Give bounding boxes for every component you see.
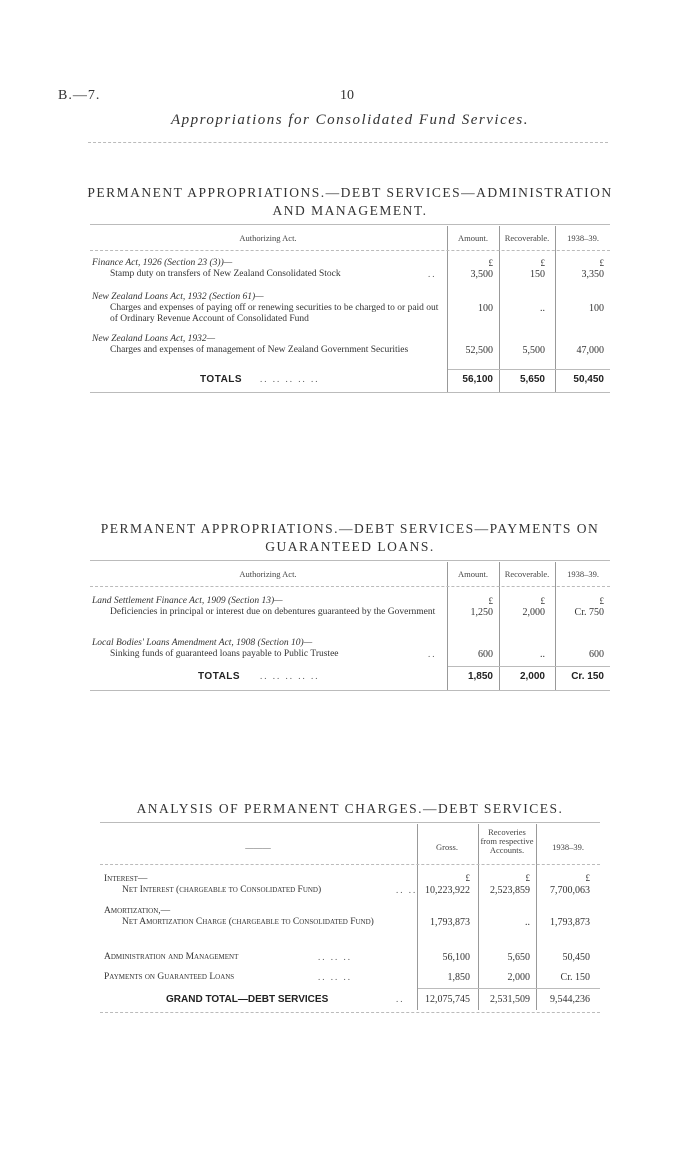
section1-col-recoverable: Recoverable. — [504, 233, 550, 243]
section1-currency: £ — [540, 258, 545, 268]
section2-totals-rule — [448, 666, 610, 667]
table-row-recoverable: 150 — [530, 269, 545, 280]
table-row-amount: 600 — [478, 649, 493, 660]
analysis-row-gross: 10,223,922 — [425, 885, 470, 896]
table-row-amount: 100 — [478, 303, 493, 314]
leader-dots: .. — [428, 269, 437, 279]
running-title: Appropriations for Consolidated Fund Services. — [170, 112, 529, 128]
table-row-act: Finance Act, 1926 (Section 23 (3))— — [92, 258, 233, 268]
grand-total-gross: 12,075,745 — [425, 994, 470, 1005]
section2-col-act: Authorizing Act. — [239, 569, 297, 579]
table-row-net: 47,000 — [576, 345, 604, 356]
section1-totals-rule — [448, 369, 610, 370]
section3-table-bottom-rule — [100, 1012, 600, 1013]
grand-total-label: GRAND TOTAL—DEBT SERVICES — [166, 994, 329, 1005]
leader-dots: .. .. .. .. .. — [260, 671, 320, 681]
table-row-net: 600 — [589, 649, 604, 660]
section3-currency: £ — [525, 873, 530, 883]
grand-total-recoveries: 2,531,509 — [490, 994, 530, 1005]
section2-title-line1: PERMANENT APPROPRIATIONS.—DEBT SERVICES—PAYMENTS ON — [100, 521, 600, 536]
section2-col-recoverable: Recoverable. — [504, 569, 550, 579]
section2-currency: £ — [599, 596, 604, 606]
section1-col-net: 1938–39. — [567, 233, 599, 243]
analysis-row-net: 50,450 — [562, 952, 590, 963]
analysis-row-label: Net Interest (chargeable to Consolidated Fund) — [122, 885, 322, 895]
section3-col-label: ——— — [245, 842, 271, 852]
section1-total-net: 50,450 — [573, 374, 604, 385]
section2-currency: £ — [488, 596, 493, 606]
analysis-row-net: 7,700,063 — [550, 885, 590, 896]
analysis-row-gross: 1,793,873 — [430, 917, 470, 928]
section2-col-net: 1938–39. — [567, 569, 599, 579]
section3-header-rule — [100, 864, 600, 865]
section3-currency: £ — [585, 873, 590, 883]
analysis-row-recoveries: .. — [525, 917, 530, 928]
section1-table-top-rule — [90, 224, 610, 225]
leader-dots: .. .. .. .. .. — [260, 374, 320, 384]
section1-table-bottom-rule — [90, 392, 610, 393]
section3-col-divider — [536, 824, 537, 1010]
section3-title: ANALYSIS OF PERMANENT CHARGES.—DEBT SERVICES. — [136, 801, 564, 816]
section2-col-amount: Amount. — [458, 569, 488, 579]
section2-currency: £ — [540, 596, 545, 606]
section2-total-amount: 1,850 — [467, 671, 493, 682]
page-number: 10 — [340, 88, 354, 103]
table-row-desc: Sinking funds of guaranteed loans payable to Public Trustee — [110, 649, 339, 659]
leader-dots: .. .. — [396, 885, 418, 895]
section1-title-line1: PERMANENT APPROPRIATIONS.—DEBT SERVICES—ADMINISTRATION — [87, 185, 613, 200]
analysis-row-gross: 1,850 — [447, 972, 470, 983]
section1-total-amount: 56,100 — [462, 374, 493, 385]
table-row-amount: 1,250 — [470, 607, 493, 618]
analysis-row-recoveries: 5,650 — [507, 952, 530, 963]
section3-grand-total-rule — [418, 988, 600, 989]
section1-totals-label: TOTALS — [200, 374, 243, 385]
table-row-amount: 52,500 — [465, 345, 493, 356]
table-row-net: 3,350 — [581, 269, 604, 280]
analysis-row-label: Net Amortization Charge (chargeable to Consolidated Fund) — [122, 917, 374, 927]
analysis-row-net: Cr. 150 — [560, 972, 590, 983]
section2-table-top-rule — [90, 560, 610, 561]
table-row-desc: Charges and expenses of management of New Zealand Government Securities — [110, 345, 409, 355]
analysis-row-label: Payments on Guaranteed Loans — [104, 972, 235, 982]
section3-col-gross: Gross. — [436, 842, 458, 852]
analysis-row-label: Administration and Management — [104, 952, 239, 962]
section1-total-recoverable: 5,650 — [519, 374, 545, 385]
section1-header-rule — [90, 250, 610, 251]
section1-col-amount: Amount. — [458, 233, 488, 243]
table-row-net: Cr. 750 — [574, 607, 604, 618]
table-row-net: 100 — [589, 303, 604, 314]
table-row-recoverable: 5,500 — [522, 345, 545, 356]
analysis-heading: Interest— — [104, 874, 148, 884]
section3-table-top-rule — [100, 822, 600, 823]
table-row-act: Local Bodies' Loans Amendment Act, 1908 (Section 10)— — [92, 638, 313, 648]
leader-dots: .. — [428, 649, 437, 659]
table-row-act: New Zealand Loans Act, 1932— — [92, 334, 216, 344]
table-row-recoverable: .. — [540, 303, 545, 314]
section1-col-act: Authorizing Act. — [239, 233, 297, 243]
header-rule — [88, 142, 608, 143]
section3-col-divider — [478, 824, 479, 1010]
leader-dots: .. — [396, 994, 405, 1004]
analysis-row-recoveries: 2,000 — [507, 972, 530, 983]
section3-col-recoveries: Recoveries from respective Accounts. — [480, 827, 534, 855]
section1-currency: £ — [488, 258, 493, 268]
section2-header-rule — [90, 586, 610, 587]
document-reference: B.—7. — [58, 88, 101, 103]
analysis-row-net: 1,793,873 — [550, 917, 590, 928]
grand-total-net: 9,544,236 — [550, 994, 590, 1005]
leader-dots: .. .. .. — [318, 972, 352, 982]
table-row-act: New Zealand Loans Act, 1932 (Section 61)— — [92, 292, 264, 302]
table-row-amount: 3,500 — [470, 269, 493, 280]
leader-dots: .. .. .. — [318, 952, 352, 962]
section3-currency: £ — [465, 873, 470, 883]
section3-col-net: 1938–39. — [552, 842, 584, 852]
analysis-heading: Amortization,— — [104, 906, 171, 916]
analysis-row-gross: 56,100 — [442, 952, 470, 963]
analysis-row-recoveries: 2,523,859 — [490, 885, 530, 896]
section2-total-net: Cr. 150 — [571, 671, 604, 682]
table-row-recoverable: 2,000 — [522, 607, 545, 618]
section1-title-line2: AND MANAGEMENT. — [272, 203, 428, 218]
table-row-desc: Stamp duty on transfers of New Zealand Consolidated Stock — [110, 269, 341, 279]
table-row-desc: Charges and expenses of paying off or renewing securities to be charged to or paid out of Ordinary Revenue Account of Consolidated Fund — [110, 303, 439, 324]
table-row-recoverable: .. — [540, 649, 545, 660]
section2-totals-label: TOTALS — [198, 671, 241, 682]
section1-currency: £ — [599, 258, 604, 268]
section2-title-line2: GUARANTEED LOANS. — [265, 539, 435, 554]
section2-total-recoverable: 2,000 — [519, 671, 545, 682]
table-row-desc: Deficiencies in principal or interest due on debentures guaranteed by the Government — [110, 607, 436, 617]
section2-table-bottom-rule — [90, 690, 610, 691]
table-row-act: Land Settlement Finance Act, 1909 (Section 13)— — [92, 596, 283, 606]
